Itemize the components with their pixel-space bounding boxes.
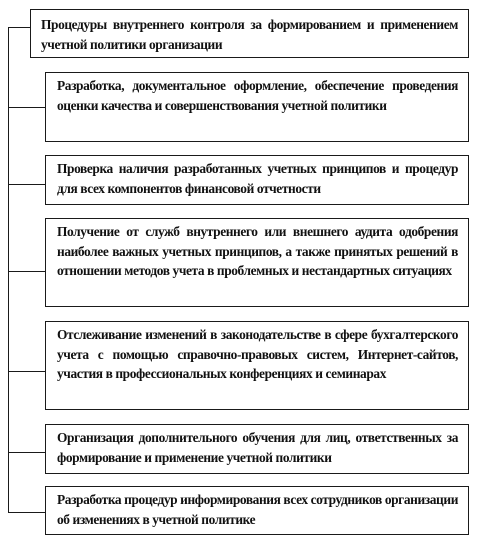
child-connector-2 — [8, 184, 45, 185]
child-connector-3 — [8, 271, 45, 272]
child-box-4: Отслеживание изменений в законодательстве в сфере бухгалтерского учета с помощью справочно-правовых систем, Интернет-сайтов, участия в профессиональных конференциях и семинарах — [45, 321, 469, 410]
child-box-5: Организация дополнительного обучения для лиц, ответственных за формирование и применение учетной политики — [45, 424, 469, 474]
child-box-3: Получение от служб внутреннего или внешнего аудита одобрения наиболее важных учетных принципов, а также принятых решений в отношении методов учета в проблемных и нестандартных ситуациях — [45, 218, 469, 307]
root-box: Процедуры внутреннего контроля за формированием и применением учетной политики организации — [30, 9, 469, 58]
child-box-6: Разработка процедур информирования всех сотрудников организации об изменениях в учетной политике — [45, 486, 469, 535]
root-connector — [8, 27, 30, 28]
child-connector-4 — [8, 371, 45, 372]
child-connector-5 — [8, 452, 45, 453]
child-box-1: Разработка, документальное оформление, обеспечение проведения оценки качества и совершенствования учетной политики — [45, 72, 469, 142]
spine-line — [8, 27, 9, 512]
child-box-2: Проверка наличия разработанных учетных принципов и процедур для всех компонентов финансовой отчетности — [45, 155, 469, 205]
child-connector-6 — [8, 512, 45, 513]
child-connector-1 — [8, 107, 45, 108]
